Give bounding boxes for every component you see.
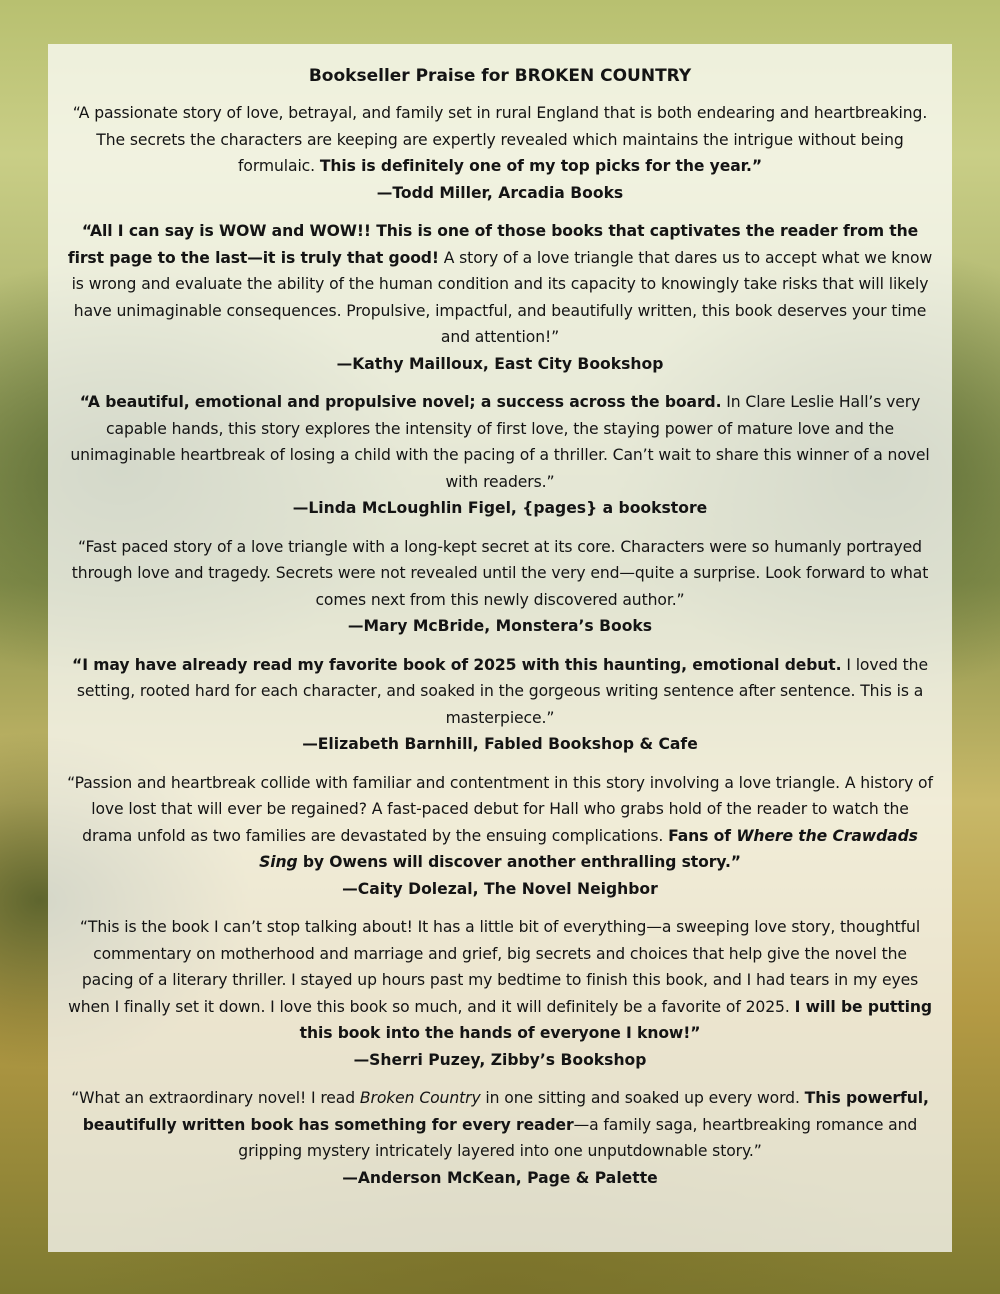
review-6 xyxy=(66,770,934,903)
review-7 xyxy=(66,914,934,1073)
review-quote: “A beautiful, emotional and propulsive novel; a success across the board. In Clare Leslie Hall’s very capable hands, this story explores the intensity of first love, the staying power of mature love and the unimaginable heartbreak of losing a child with the pacing of a thriller. Can’t wait to share this winner of a novel with readers.” xyxy=(70,393,930,491)
review-8 xyxy=(66,1085,934,1191)
review-quote: “What an extraordinary novel! I read Broken Country in one sitting and soaked up every word. This powerful, beautifully written book has something for every reader—a family saga, heartbreaking romance and gripping mystery intricately layered into one unputdownable story.” xyxy=(71,1089,929,1160)
review-2 xyxy=(66,218,934,377)
review-attribution: —Caity Dolezal, The Novel Neighbor xyxy=(342,879,658,898)
review-attribution: —Kathy Mailloux, East City Bookshop xyxy=(336,354,664,373)
review-5 xyxy=(66,652,934,758)
review-3 xyxy=(66,389,934,522)
review-quote: “I may have already read my favorite book of 2025 with this haunting, emotional debut. I loved the setting, rooted hard for each character, and soaked in the gorgeous writing sentence after sentence. This is a masterpiece.” xyxy=(72,655,928,727)
review-quote: “A passionate story of love, betrayal, and family set in rural England that is both endearing and heartbreaking. The secrets the characters are keeping are expertly revealed which maintains the intrigue without being formulaic. This is definitely one of my top picks for the year.” xyxy=(72,104,928,175)
review-attribution: —Mary McBride, Monstera’s Books xyxy=(347,617,653,635)
review-quote: “Fast paced story of a love triangle with a long-kept secret at its core. Characters were so humanly portrayed through love and tragedy. Secrets were not revealed until the very end—quite a surprise. Look forward to what comes next from this newly discovered author.” xyxy=(71,537,929,609)
review-attribution: —Linda McLoughlin Figel, {pages} a bookstore xyxy=(292,499,708,517)
review-quote: “Passion and heartbreak collide with familiar and contentment in this story involving a love triangle. A history of love lost that will ever be regained? A fast-paced debut for Hall who grabs hold of the reader to watch the drama unfold as two families are devastated by the ensuing complications. Fans of Where the Crawdads Sing by Owens will discover another enthralling story.” xyxy=(67,773,933,871)
review-quote: “All I can say is WOW and WOW!! This is one of those books that captivates the reader from the first page to the last—it is truly that good! A story of a love triangle that dares us to accept what we know is wrong and evaluate the ability of the human condition and its capacity to knowingly take risks that will likely have unimaginable consequences. Propulsive, impactful, and beautifully written, this book deserves your time and attention!” xyxy=(67,222,933,346)
review-attribution: —Sherri Puzey, Zibby’s Bookshop xyxy=(353,1050,647,1069)
review-4 xyxy=(66,534,934,640)
review-attribution: —Anderson McKean, Page & Palette xyxy=(342,1168,658,1187)
praise-panel xyxy=(48,44,952,1252)
review-attribution: —Elizabeth Barnhill, Fabled Bookshop & Cafe xyxy=(302,735,698,753)
page-title: Bookseller Praise for BROKEN COUNTRY xyxy=(308,66,692,86)
review-1 xyxy=(66,100,934,206)
review-attribution: —Todd Miller, Arcadia Books xyxy=(376,183,624,202)
review-quote: “This is the book I can’t stop talking about! It has a little bit of everything—a sweeping love story, thoughtful commentary on motherhood and marriage and grief, big secrets and choices that help give the novel the pacing of a literary thriller. I stayed up hours past my bedtime to finish this book, and I had tears in my eyes when I finally set it down. I love this book so much, and it will definitely be a favorite of 2025. I will be putting this book into the hands of everyone I know!” xyxy=(68,918,932,1042)
